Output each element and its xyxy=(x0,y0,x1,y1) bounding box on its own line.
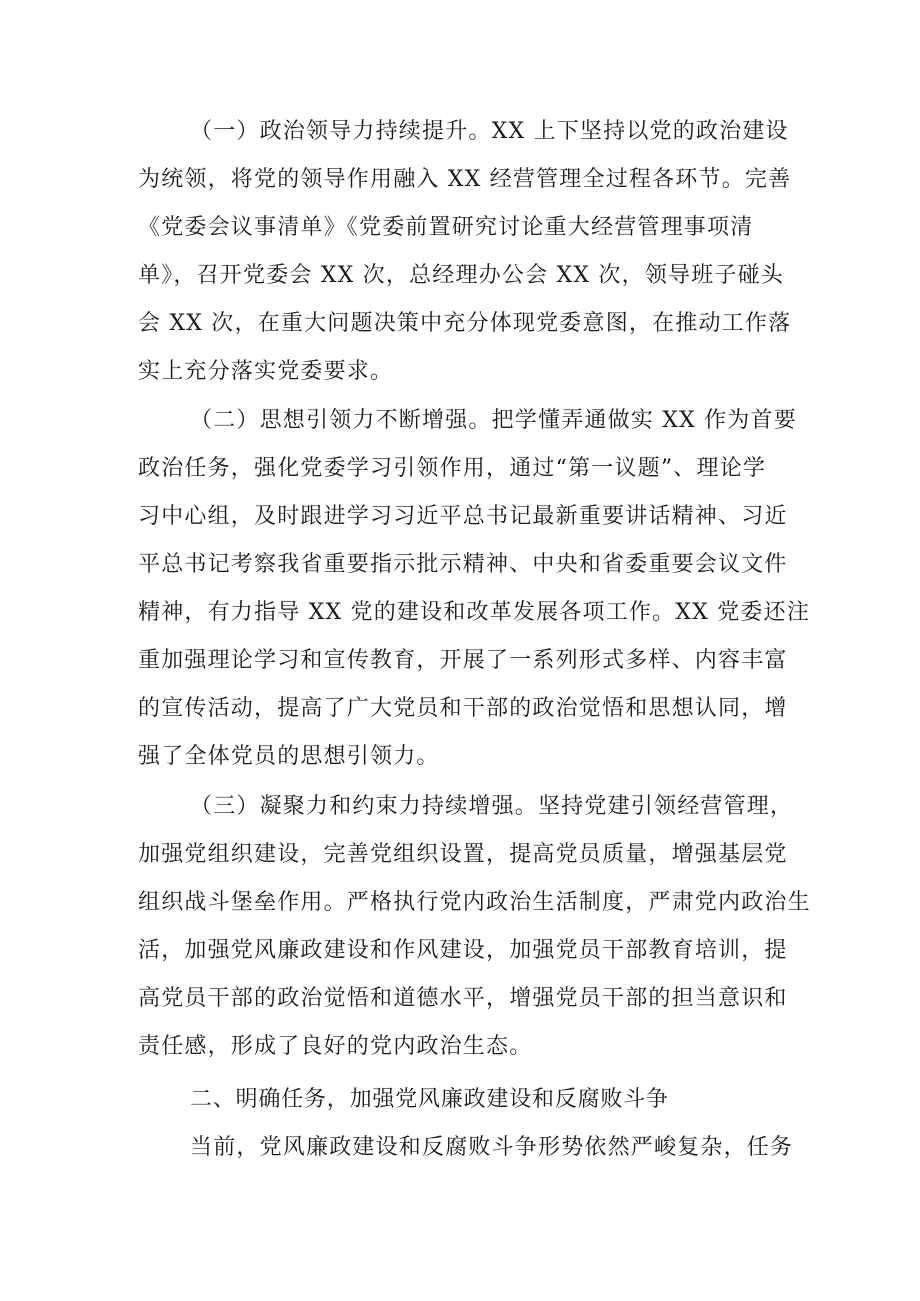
paragraph-2-line-5: 精神，有力指导 XX 党的建设和改革发展各项工作。XX 党委还注 xyxy=(138,600,811,625)
paragraph-3-line-6: 责任感，形成了良好的党内政治生态。 xyxy=(138,1034,533,1059)
paragraph-1-line-1: （一）政治领导力持续提升。XX 上下坚持以党的政治建设 xyxy=(190,119,789,144)
paragraph-2-line-8: 强了全体党员的思想引领力。 xyxy=(138,744,440,769)
paragraph-2-line-2: 政治任务，强化党委学习引领作用，通过“第一议题”、理论学 xyxy=(138,456,767,481)
paragraph-1-line-6: 实上充分落实党委要求。 xyxy=(138,359,394,384)
paragraph-3-line-3: 组织战斗堡垒作用。严格执行党内政治生活制度，严肃党内政治生 xyxy=(138,890,811,915)
paragraph-3-line-2: 加强党组织建设，完善党组织设置，提高党员质量，增强基层党 xyxy=(138,842,788,867)
paragraph-3-line-5: 高党员干部的政治觉悟和道德水平，增强党员干部的担当意识和 xyxy=(138,986,788,1011)
paragraph-2-line-1: （二）思想引领力不断增强。把学懂弄通做实 XX 作为首要 xyxy=(190,408,797,433)
paragraph-1-line-4: 单》，召开党委会 XX 次，总经理办公会 XX 次，领导班子碰头 xyxy=(138,263,785,288)
paragraph-3-line-4: 活，加强党风廉政建设和作风建设，加强党员干部教育培训，提 xyxy=(138,938,788,963)
paragraph-1-line-2: 为统领，将党的领导作用融入 XX 经营管理全过程各环节。完善 xyxy=(138,167,792,192)
paragraph-1-line-5: 会 XX 次，在重大问题决策中充分体现党委意图，在推动工作落 xyxy=(138,311,792,336)
paragraph-2-line-7: 的宣传活动，提高了广大党员和干部的政治觉悟和思想认同，增 xyxy=(138,696,788,721)
section-heading: 二、明确任务，加强党风廉政建设和反腐败斗争 xyxy=(190,1087,669,1112)
paragraph-2-line-4: 平总书记考察我省重要指示批示精神、中央和省委重要会议文件 xyxy=(138,552,788,577)
closing-paragraph-line-1: 当前，党风廉政建设和反腐败斗争形势依然严峻复杂，任务 xyxy=(190,1135,794,1160)
paragraph-2-line-6: 重加强理论学习和宣传教育，开展了一系列形式多样、内容丰富 xyxy=(138,648,788,673)
paragraph-3-line-1: （三）凝聚力和约束力持续增强。坚持党建引领经营管理， xyxy=(190,794,794,819)
paragraph-1-line-3: 《党委会议事清单》《党委前置研究讨论重大经营管理事项清 xyxy=(138,215,754,240)
paragraph-2-line-3: 习中心组，及时跟进学习习近平总书记最新重要讲话精神、习近 xyxy=(138,504,788,529)
